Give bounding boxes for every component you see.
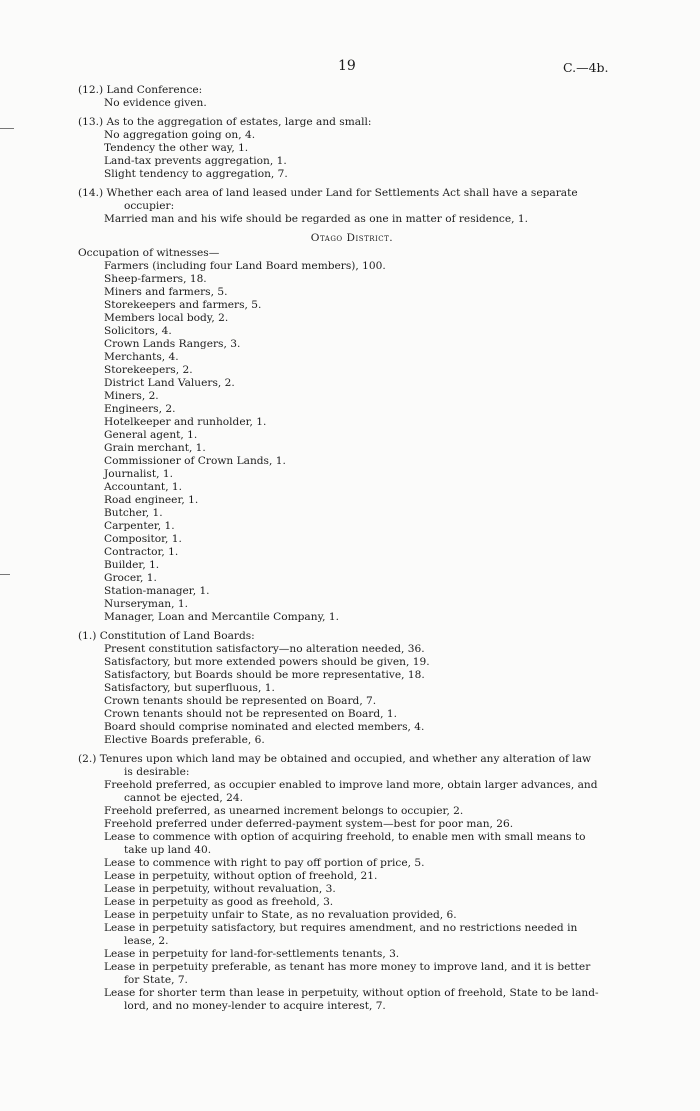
section-item: Lease in perpetuity, without option of freehold, 21. — [104, 870, 378, 882]
section-item: Lease in perpetuity as good as freehold, 3. — [104, 896, 334, 908]
occupation-item: Contractor, 1. — [104, 546, 179, 558]
section-item: Lease in perpetuity satisfactory, but requires amendment, and no restrictions needed in — [104, 922, 578, 934]
occupation-item: Solicitors, 4. — [104, 325, 172, 337]
section-title: (2.) Tenures upon which land may be obtained and occupied, and whether any alteration of law — [78, 753, 592, 765]
section-item: No evidence given. — [104, 97, 207, 109]
occupation-item: Hotelkeeper and runholder, 1. — [104, 416, 267, 428]
section-item: Crown tenants should not be represented on Board, 1. — [104, 708, 397, 720]
occupation-item: Station-manager, 1. — [104, 585, 210, 597]
section-tenures — [78, 753, 626, 1013]
section-item: Freehold preferred, as occupier enabled to improve land more, obtain larger advances, and — [104, 779, 598, 791]
section-item: Slight tendency to aggregation, 7. — [104, 168, 288, 180]
section-item: Freehold preferred, as unearned increment belongs to occupier, 2. — [104, 805, 464, 817]
section-item: Lease to commence with option of acquiring freehold, to enable men with small means to — [104, 831, 586, 843]
section-title: (13.) As to the aggregation of estates, large and small: — [78, 116, 372, 128]
margin-mark — [0, 574, 10, 575]
margin-mark — [0, 128, 14, 129]
section-item-continued: for State, 7. — [124, 974, 188, 986]
occupation-item: Merchants, 4. — [104, 351, 179, 363]
occupation-item: Grain merchant, 1. — [104, 442, 206, 454]
section-item-continued: lease, 2. — [124, 935, 169, 947]
occupation-title: Occupation of witnesses— — [78, 247, 220, 259]
section-13 — [78, 116, 626, 181]
section-item: Married man and his wife should be regarded as one in matter of residence, 1. — [104, 213, 528, 225]
occupation-item: Crown Lands Rangers, 3. — [104, 338, 241, 350]
section-item: Present constitution satisfactory—no alteration needed, 36. — [104, 643, 425, 655]
occupation-item: Storekeepers and farmers, 5. — [104, 299, 262, 311]
occupation-item: Builder, 1. — [104, 559, 160, 571]
section-title: (14.) Whether each area of land leased under Land for Settlements Act shall have a separate — [78, 187, 578, 199]
occupation-item: District Land Valuers, 2. — [104, 377, 235, 389]
section-item: Satisfactory, but more extended powers should be given, 19. — [104, 656, 430, 668]
section-item: Lease in perpetuity unfair to State, as no revaluation provided, 6. — [104, 909, 457, 921]
occupation-item: Accountant, 1. — [104, 481, 183, 493]
document-body — [78, 84, 626, 1013]
document-reference: C.—4b. — [563, 60, 609, 75]
section-item: Lease in perpetuity for land-for-settlements tenants, 3. — [104, 948, 400, 960]
section-item: Crown tenants should be represented on Board, 7. — [104, 695, 377, 707]
section-12 — [78, 84, 626, 110]
section-item: Lease for shorter term than lease in perpetuity, without option of freehold, State to be land- — [104, 987, 599, 999]
section-item: Lease in perpetuity preferable, as tenant has more money to improve land, and it is better — [104, 961, 591, 973]
section-14 — [78, 187, 626, 226]
section-title-continued: is desirable: — [124, 766, 190, 778]
occupation-item: Road engineer, 1. — [104, 494, 199, 506]
section-land-boards — [78, 630, 626, 747]
occupation-item: Butcher, 1. — [104, 507, 163, 519]
section-item: Elective Boards preferable, 6. — [104, 734, 265, 746]
occupation-item: Nurseryman, 1. — [104, 598, 188, 610]
section-title: (12.) Land Conference: — [78, 84, 203, 96]
occupation-item: Journalist, 1. — [104, 468, 173, 480]
section-item: Satisfactory, but Boards should be more representative, 18. — [104, 669, 425, 681]
section-item: Lease in perpetuity, without revaluation, 3. — [104, 883, 336, 895]
occupation-list — [78, 247, 626, 624]
occupation-item: Commissioner of Crown Lands, 1. — [104, 455, 286, 467]
section-item: Land-tax prevents aggregation, 1. — [104, 155, 287, 167]
section-title: (1.) Constitution of Land Boards: — [78, 630, 255, 642]
page-number: 19 — [338, 58, 356, 74]
district-heading: Otago District. — [310, 232, 394, 244]
section-item: Board should comprise nominated and elected members, 4. — [104, 721, 425, 733]
occupation-item: Engineers, 2. — [104, 403, 176, 415]
section-item: Tendency the other way, 1. — [104, 142, 249, 154]
occupation-item: Members local body, 2. — [104, 312, 229, 324]
occupation-item: Miners and farmers, 5. — [104, 286, 228, 298]
occupation-item: Manager, Loan and Mercantile Company, 1. — [104, 611, 339, 623]
section-item: Lease to commence with right to pay off portion of price, 5. — [104, 857, 425, 869]
occupation-item: Carpenter, 1. — [104, 520, 175, 532]
occupation-item: Grocer, 1. — [104, 572, 157, 584]
occupation-item: Sheep-farmers, 18. — [104, 273, 207, 285]
section-item-continued: cannot be ejected, 24. — [124, 792, 243, 804]
section-item: Satisfactory, but superfluous, 1. — [104, 682, 275, 694]
occupation-item: General agent, 1. — [104, 429, 198, 441]
occupation-item: Compositor, 1. — [104, 533, 182, 545]
section-item-continued: take up land 40. — [124, 844, 212, 856]
occupation-item: Storekeepers, 2. — [104, 364, 193, 376]
occupation-item: Miners, 2. — [104, 390, 159, 402]
section-item: No aggregation going on, 4. — [104, 129, 256, 141]
section-item: Freehold preferred under deferred-payment system—best for poor man, 26. — [104, 818, 514, 830]
occupation-item: Farmers (including four Land Board members), 100. — [104, 260, 386, 272]
section-title-continued: occupier: — [124, 200, 175, 212]
section-item-continued: lord, and no money-lender to acquire interest, 7. — [124, 1000, 386, 1012]
